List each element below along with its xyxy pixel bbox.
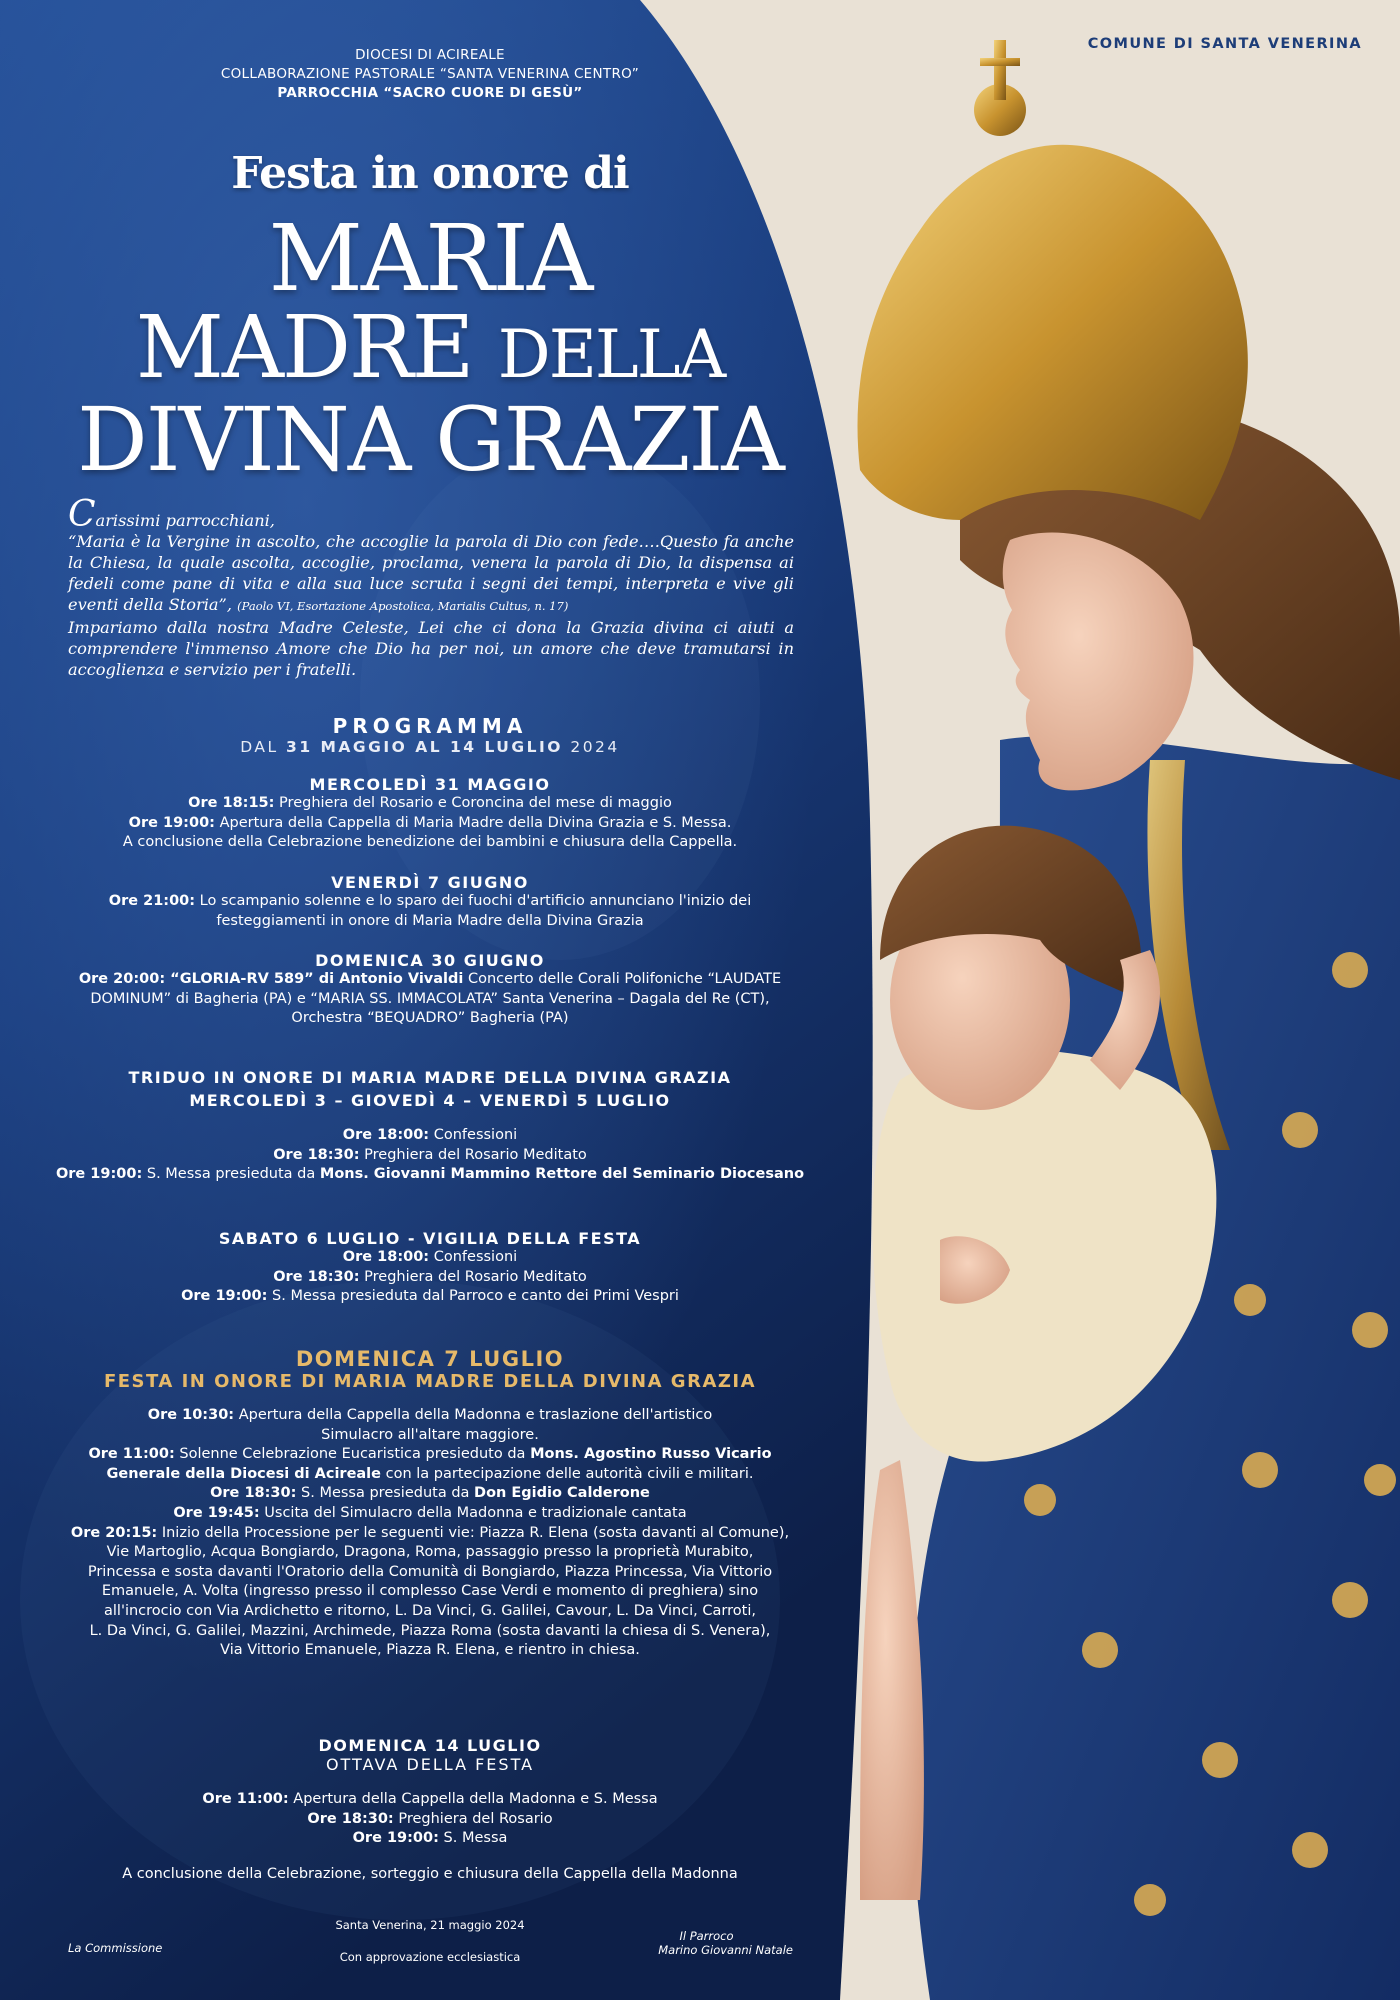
parroco-name: Marino Giovanni Natale <box>658 1943 793 1957</box>
approval-note: Con approvazione ecclesiastica <box>339 1950 521 1964</box>
title-divina-grazia: DIVINA GRAZIA <box>77 388 783 491</box>
schedule-line: Ore 18:30: Preghiera del Rosario <box>307 1810 553 1827</box>
schedule-line: DOMINUM” di Bagheria (PA) e “MARIA SS. IMMACOLATA” Santa Venerina – Dagala del Re (CT), <box>90 990 770 1007</box>
schedule-line: Ore 21:00: Lo scampanio solenne e lo sparo dei fuochi d'artificio annunciano l'inizio dei <box>108 893 752 909</box>
header-block <box>60 46 800 103</box>
day-sabato-6-luglio <box>55 1229 805 1307</box>
triduo-dates: MERCOLEDÌ 3 – GIOVEDÌ 4 – VENERDÌ 5 LUGLIO <box>189 1091 671 1110</box>
schedule-line: Emanuele, A. Volta (ingresso presso il complesso Case Verdi e momento di preghiera) sino <box>101 1583 759 1600</box>
letter-salutation: Carissimi parrocchiani, <box>68 494 275 535</box>
schedule-line: Simulacro all'altare maggiore. <box>321 1426 539 1443</box>
title-della: DELLA <box>497 316 725 393</box>
schedule-line: Via Vittorio Emanuele, Piazza R. Elena, e rientro in chiesa. <box>220 1642 640 1659</box>
schedule-line: Ore 20:00: “GLORIA-RV 589” di Antonio Vivaldi Concerto delle Corali Polifoniche “LAUDATE <box>78 971 782 987</box>
schedule-line: festeggiamenti in onore di Maria Madre della Divina Grazia <box>216 912 644 929</box>
schedule-line: Ore 18:30: Preghiera del Rosario Meditato <box>273 1268 587 1285</box>
schedule-line: Ore 18:00: Confessioni <box>342 1249 518 1265</box>
schedule-line: Vie Martoglio, Acqua Bongiardo, Dragona, Roma, passaggio presso la proprietà Murabito, <box>106 1544 754 1561</box>
schedule-line: Ore 19:00: Apertura della Cappella di Maria Madre della Divina Grazia e S. Messa. <box>128 814 732 831</box>
day-title: MERCOLEDÌ 31 MAGGIO <box>309 775 551 794</box>
commissione-signature: La Commissione <box>68 1941 163 1955</box>
closing-line: A conclusione della Celebrazione, sorteggio e chiusura della Cappella della Madonna <box>122 1865 738 1882</box>
schedule-line: Orchestra “BEQUADRO” Bagheria (PA) <box>291 1010 569 1027</box>
schedule-line: Ore 11:00: Apertura della Cappella della Madonna e S. Messa <box>202 1791 658 1807</box>
title-madre-della <box>40 298 820 398</box>
day-title: DOMENICA 30 GIUGNO <box>315 951 545 970</box>
schedule-line: Ore 20:15: Inizio della Processione per le seguenti vie: Piazza R. Elena (sosta davanti al Comune), <box>70 1524 790 1541</box>
ottava-date-title: DOMENICA 14 LUGLIO <box>318 1736 542 1755</box>
schedule-line: A conclusione della Celebrazione benedizione dei bambini e chiusura della Cappella. <box>122 834 738 851</box>
parroco-signature <box>620 1929 793 1957</box>
schedule-line: Ore 18:30: Preghiera del Rosario Meditato <box>273 1146 587 1163</box>
schedule-line: Generale della Diocesi di Acireale con la partecipazione delle autorità civili e militari. <box>106 1465 754 1482</box>
schedule-line: Ore 19:00: S. Messa presieduta da Mons. Giovanni Mammino Rettore del Seminario Diocesano <box>55 1166 805 1183</box>
festa-heading: Festa in onore di <box>231 148 629 199</box>
letter-reference: (Paolo VI, Esortazione Apostolica, Marialis Cultus, n. 17) <box>237 599 569 613</box>
letter-body: Impariamo dalla nostra Madre Celeste, Lei che ci dona la Grazia divina ci aiuti a comprendere l'immenso Amore che Dio ha per noi, un amore che deve tramutarsi in accoglienza e servizio per i fratelli. <box>68 618 794 679</box>
title-maria: MARIA <box>268 205 592 312</box>
day-venerdi-7-giugno <box>55 873 805 931</box>
schedule-line: Ore 19:45: Uscita del Simulacro della Madonna e tradizionale cantata <box>173 1504 687 1521</box>
festa-section <box>55 1347 805 1661</box>
programma-range: DAL 31 MAGGIO AL 14 LUGLIO 2024 <box>240 738 620 756</box>
parrocchia-label: PARROCCHIA “SACRO CUORE DI GESÙ” <box>277 85 583 101</box>
comune-label: COMUNE DI SANTA VENERINA <box>1087 36 1362 52</box>
collaborazione-label: COLLABORAZIONE PASTORALE “SANTA VENERINA CENTRO” <box>220 66 640 82</box>
schedule-line: L. Da Vinci, G. Galilei, Mazzini, Archimede, Piazza Roma (sosta davanti la chiesa di S. Venera), <box>89 1622 771 1639</box>
schedule-line: Ore 18:30: S. Messa presieduta da Don Egidio Calderone <box>210 1485 650 1502</box>
triduo-section <box>55 1068 805 1185</box>
letter-quote: “Maria è la Vergine in ascolto, che accoglie la parola di Dio con fede….Questo fa anche la Chiesa, la quale ascolta, accoglie, proclama, venera la parola di Dio, la dispensa ai fedeli come pane di vita e alla sua luce scruta i segni dei tempi, interpreta e vive gli eventi della Storia”, (Paolo VI, Esortazione Apostolica, Marialis Cultus, n. 17) <box>68 532 794 614</box>
title-madre: MADRE <box>135 298 473 398</box>
day-title: SABATO 6 LUGLIO - VIGILIA DELLA FESTA <box>218 1229 642 1248</box>
letter-dropcap: C <box>68 494 96 535</box>
parroco-title: Il Parroco <box>679 1929 734 1943</box>
day-domenica-30-giugno <box>55 951 805 1029</box>
ottava-section <box>55 1736 805 1884</box>
programma-heading <box>55 714 805 756</box>
ottava-subtitle: OTTAVA DELLA FESTA <box>325 1755 535 1774</box>
schedule-line: Ore 10:30: Apertura della Cappella della Madonna e traslazione dell'artistico <box>147 1407 713 1423</box>
programma-title: PROGRAMMA <box>332 714 528 738</box>
schedule-line: Ore 18:00: Confessioni <box>342 1127 518 1143</box>
schedule-line: Ore 19:00: S. Messa presieduta dal Parroco e canto dei Primi Vespri <box>181 1288 679 1305</box>
schedule-line: all'incrocio con Via Ardichetto e ritorno, L. Da Vinci, G. Galilei, Cavour, L. Da Vinci, Carroti, <box>104 1602 756 1619</box>
letter-paragraph <box>68 494 794 680</box>
triduo-title: TRIDUO IN ONORE DI MARIA MADRE DELLA DIVINA GRAZIA <box>128 1068 732 1087</box>
schedule-line: Princessa e sosta davanti l'Oratorio della Comunità di Bongiardo, Piazza Princessa, Via Vittorio <box>87 1563 773 1580</box>
schedule-line: Ore 18:15: Preghiera del Rosario e Coroncina del mese di maggio <box>188 795 672 811</box>
schedule-line: Ore 11:00: Solenne Celebrazione Eucaristica presieduto da Mons. Agostino Russo Vicario <box>88 1446 772 1463</box>
festa-subtitle: FESTA IN ONORE DI MARIA MADRE DELLA DIVINA GRAZIA <box>103 1371 757 1392</box>
diocesi-label: DIOCESI DI ACIREALE <box>355 47 505 63</box>
day-title: VENERDÌ 7 GIUGNO <box>331 873 529 892</box>
schedule-line: Ore 19:00: S. Messa <box>352 1830 508 1847</box>
place-date: Santa Venerina, 21 maggio 2024 <box>335 1918 525 1932</box>
festa-date-title: DOMENICA 7 LUGLIO <box>295 1347 565 1371</box>
day-mercoledi-31-maggio <box>55 775 805 853</box>
